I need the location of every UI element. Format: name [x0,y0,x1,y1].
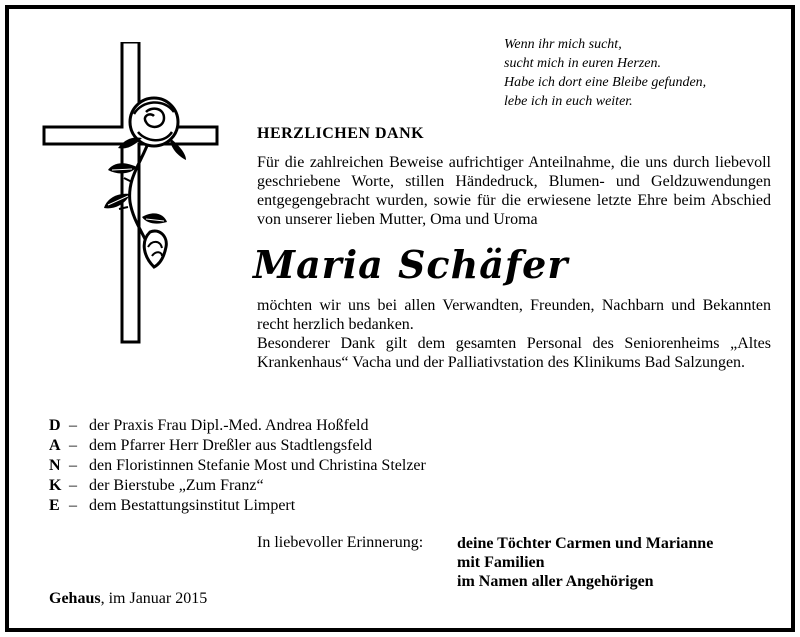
signer-line: im Namen aller Angehörigen [457,573,654,590]
list-dash: – [69,437,77,454]
list-dash: – [69,457,77,474]
thanks-list [49,416,426,516]
list-item [49,436,426,456]
list-text: dem Pfarrer Herr Dreßler aus Stadtlengsfeld [89,437,372,454]
thanks-paragraph-2: möchten wir uns bei allen Verwandten, Freunden, Nachbarn und Bekannten recht herzlich bedanken. [257,297,771,333]
place: Gehaus [49,590,101,607]
poem [504,35,774,111]
list-item [49,496,426,516]
memory-label: In liebevoller Erinnerung: [257,534,424,551]
list-text: der Bierstube „Zum Franz“ [89,477,264,494]
date: , im Januar 2015 [100,590,208,607]
signer-line: mit Familien [457,554,545,571]
list-dash: – [69,497,77,514]
list-letter: A [49,437,61,454]
list-letter: E [49,497,60,514]
special-thanks-paragraph: Besonderer Dank gilt dem gesamten Personal des Seniorenheims „Altes Krankenhaus“ Vacha und der Palliativstation des Klinikums Bad Salzungen. [257,335,771,371]
poem-line: Wenn ihr mich sucht, [504,37,622,52]
obituary-card [5,5,795,632]
heading: HERZLICHEN DANK [257,125,425,142]
list-letter: D [49,417,61,434]
list-dash: – [69,477,77,494]
poem-line: sucht mich in euren Herzen. [504,56,661,71]
poem-line: lebe ich in euch weiter. [504,94,633,109]
list-dash: – [69,417,77,434]
deceased-name: Maria Schäfer [253,242,569,287]
thanks-paragraph: Für die zahlreichen Beweise aufrichtiger Anteilnahme, die uns durch liebevoll geschriebene Worte, stillen Händedruck, Blumen- und Geldzuwendungen entgegengebracht wurden, sowie für die erwiesene letzte Ehre beim Abschied von unserer lieben Mutter, Oma und Uroma [257,154,771,228]
list-item [49,476,426,496]
list-letter: K [49,477,62,494]
list-letter: N [49,457,61,474]
signers [457,534,713,591]
list-text: den Floristinnen Stefanie Most und Christina Stelzer [89,457,426,474]
list-text: der Praxis Frau Dipl.-Med. Andrea Hoßfeld [89,417,369,434]
cross-with-rose-icon [42,42,222,352]
place-date [49,590,207,608]
list-text: dem Bestattungsinstitut Limpert [89,497,296,514]
signer-line: deine Töchter Carmen und Marianne [457,535,714,552]
list-item [49,456,426,476]
list-item [49,416,426,436]
poem-line: Habe ich dort eine Bleibe gefunden, [504,75,707,90]
